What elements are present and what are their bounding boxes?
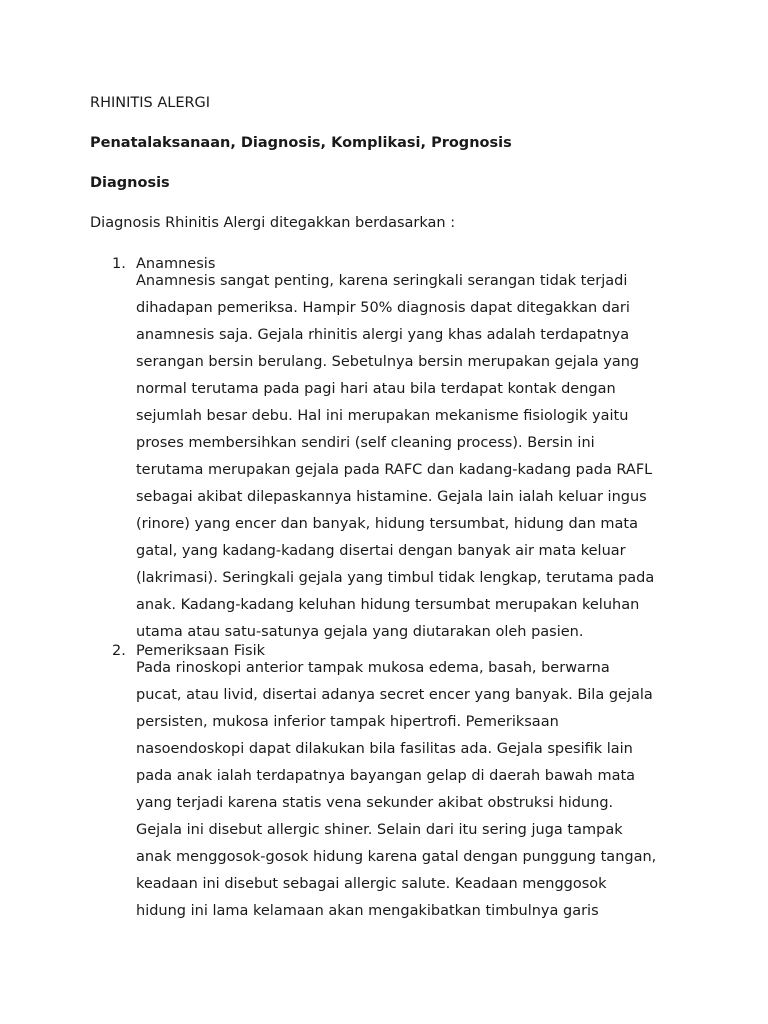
paragraph-line: anak menggosok-gosok hidung karena gatal dengan punggung tangan, <box>136 849 657 865</box>
paragraph-line: keadaan ini disebut sebagai allergic salute. Keadaan menggosok <box>136 876 607 892</box>
paragraph-line: sejumlah besar debu. Hal ini merupakan mekanisme fisiologik yaitu <box>136 408 629 424</box>
list-item-heading: Pemeriksaan Fisik <box>136 643 265 659</box>
document-title: RHINITIS ALERGI <box>90 95 211 111</box>
paragraph-line: Anamnesis sangat penting, karena seringkali serangan tidak terjadi <box>136 273 628 289</box>
paragraph-line: persisten, mukosa inferior tampak hipertrofi. Pemeriksaan <box>136 714 559 730</box>
list-item-heading: Anamnesis <box>136 256 216 272</box>
paragraph-line: (lakrimasi). Seringkali gejala yang timbul tidak lengkap, terutama pada <box>136 570 655 586</box>
paragraph-line: terutama merupakan gejala pada RAFC dan kadang-kadang pada RAFL <box>136 462 653 478</box>
paragraph-line: proses membersihkan sendiri (self cleaning process). Bersin ini <box>136 435 595 451</box>
paragraph-line: pada anak ialah terdapatnya bayangan gelap di daerah bawah mata <box>136 768 636 784</box>
paragraph-line: yang terjadi karena statis vena sekunder akibat obstruksi hidung. <box>136 795 614 811</box>
paragraph-line: anak. Kadang-kadang keluhan hidung tersumbat merupakan keluhan <box>136 597 640 613</box>
document-subtitle: Penatalaksanaan, Diagnosis, Komplikasi, Prognosis <box>90 135 512 151</box>
paragraph-line: anamnesis saja. Gejala rhinitis alergi yang khas adalah terdapatnya <box>136 327 630 343</box>
paragraph-line: (rinore) yang encer dan banyak, hidung tersumbat, hidung dan mata <box>136 516 638 532</box>
paragraph-line: normal terutama pada pagi hari atau bila terdapat kontak dengan <box>136 381 616 397</box>
paragraph-line: pucat, atau livid, disertai adanya secret encer yang banyak. Bila gejala <box>136 687 653 703</box>
paragraph-line: utama atau satu-satunya gejala yang diutarakan oleh pasien. <box>136 624 584 640</box>
intro-paragraph: Diagnosis Rhinitis Alergi ditegakkan berdasarkan : <box>90 215 456 231</box>
paragraph-line: hidung ini lama kelamaan akan mengakibatkan timbulnya garis <box>136 903 599 919</box>
paragraph-line: sebagai akibat dilepaskannya histamine. Gejala lain ialah keluar ingus <box>136 489 647 505</box>
paragraph-line: Pada rinoskopi anterior tampak mukosa edema, basah, berwarna <box>136 660 610 676</box>
paragraph-line: serangan bersin berulang. Sebetulnya bersin merupakan gejala yang <box>136 354 640 370</box>
paragraph-line: dihadapan pemeriksa. Hampir 50% diagnosis dapat ditegakkan dari <box>136 300 630 316</box>
paragraph-line: nasoendoskopi dapat dilakukan bila fasilitas ada. Gejala spesifik lain <box>136 741 633 757</box>
paragraph-line: Gejala ini disebut allergic shiner. Selain dari itu sering juga tampak <box>136 822 623 838</box>
list-item-number: 1. <box>112 256 126 272</box>
paragraph-line: gatal, yang kadang-kadang disertai dengan banyak air mata keluar <box>136 543 626 559</box>
list-item-number: 2. <box>112 643 126 659</box>
section-heading: Diagnosis <box>90 175 170 191</box>
